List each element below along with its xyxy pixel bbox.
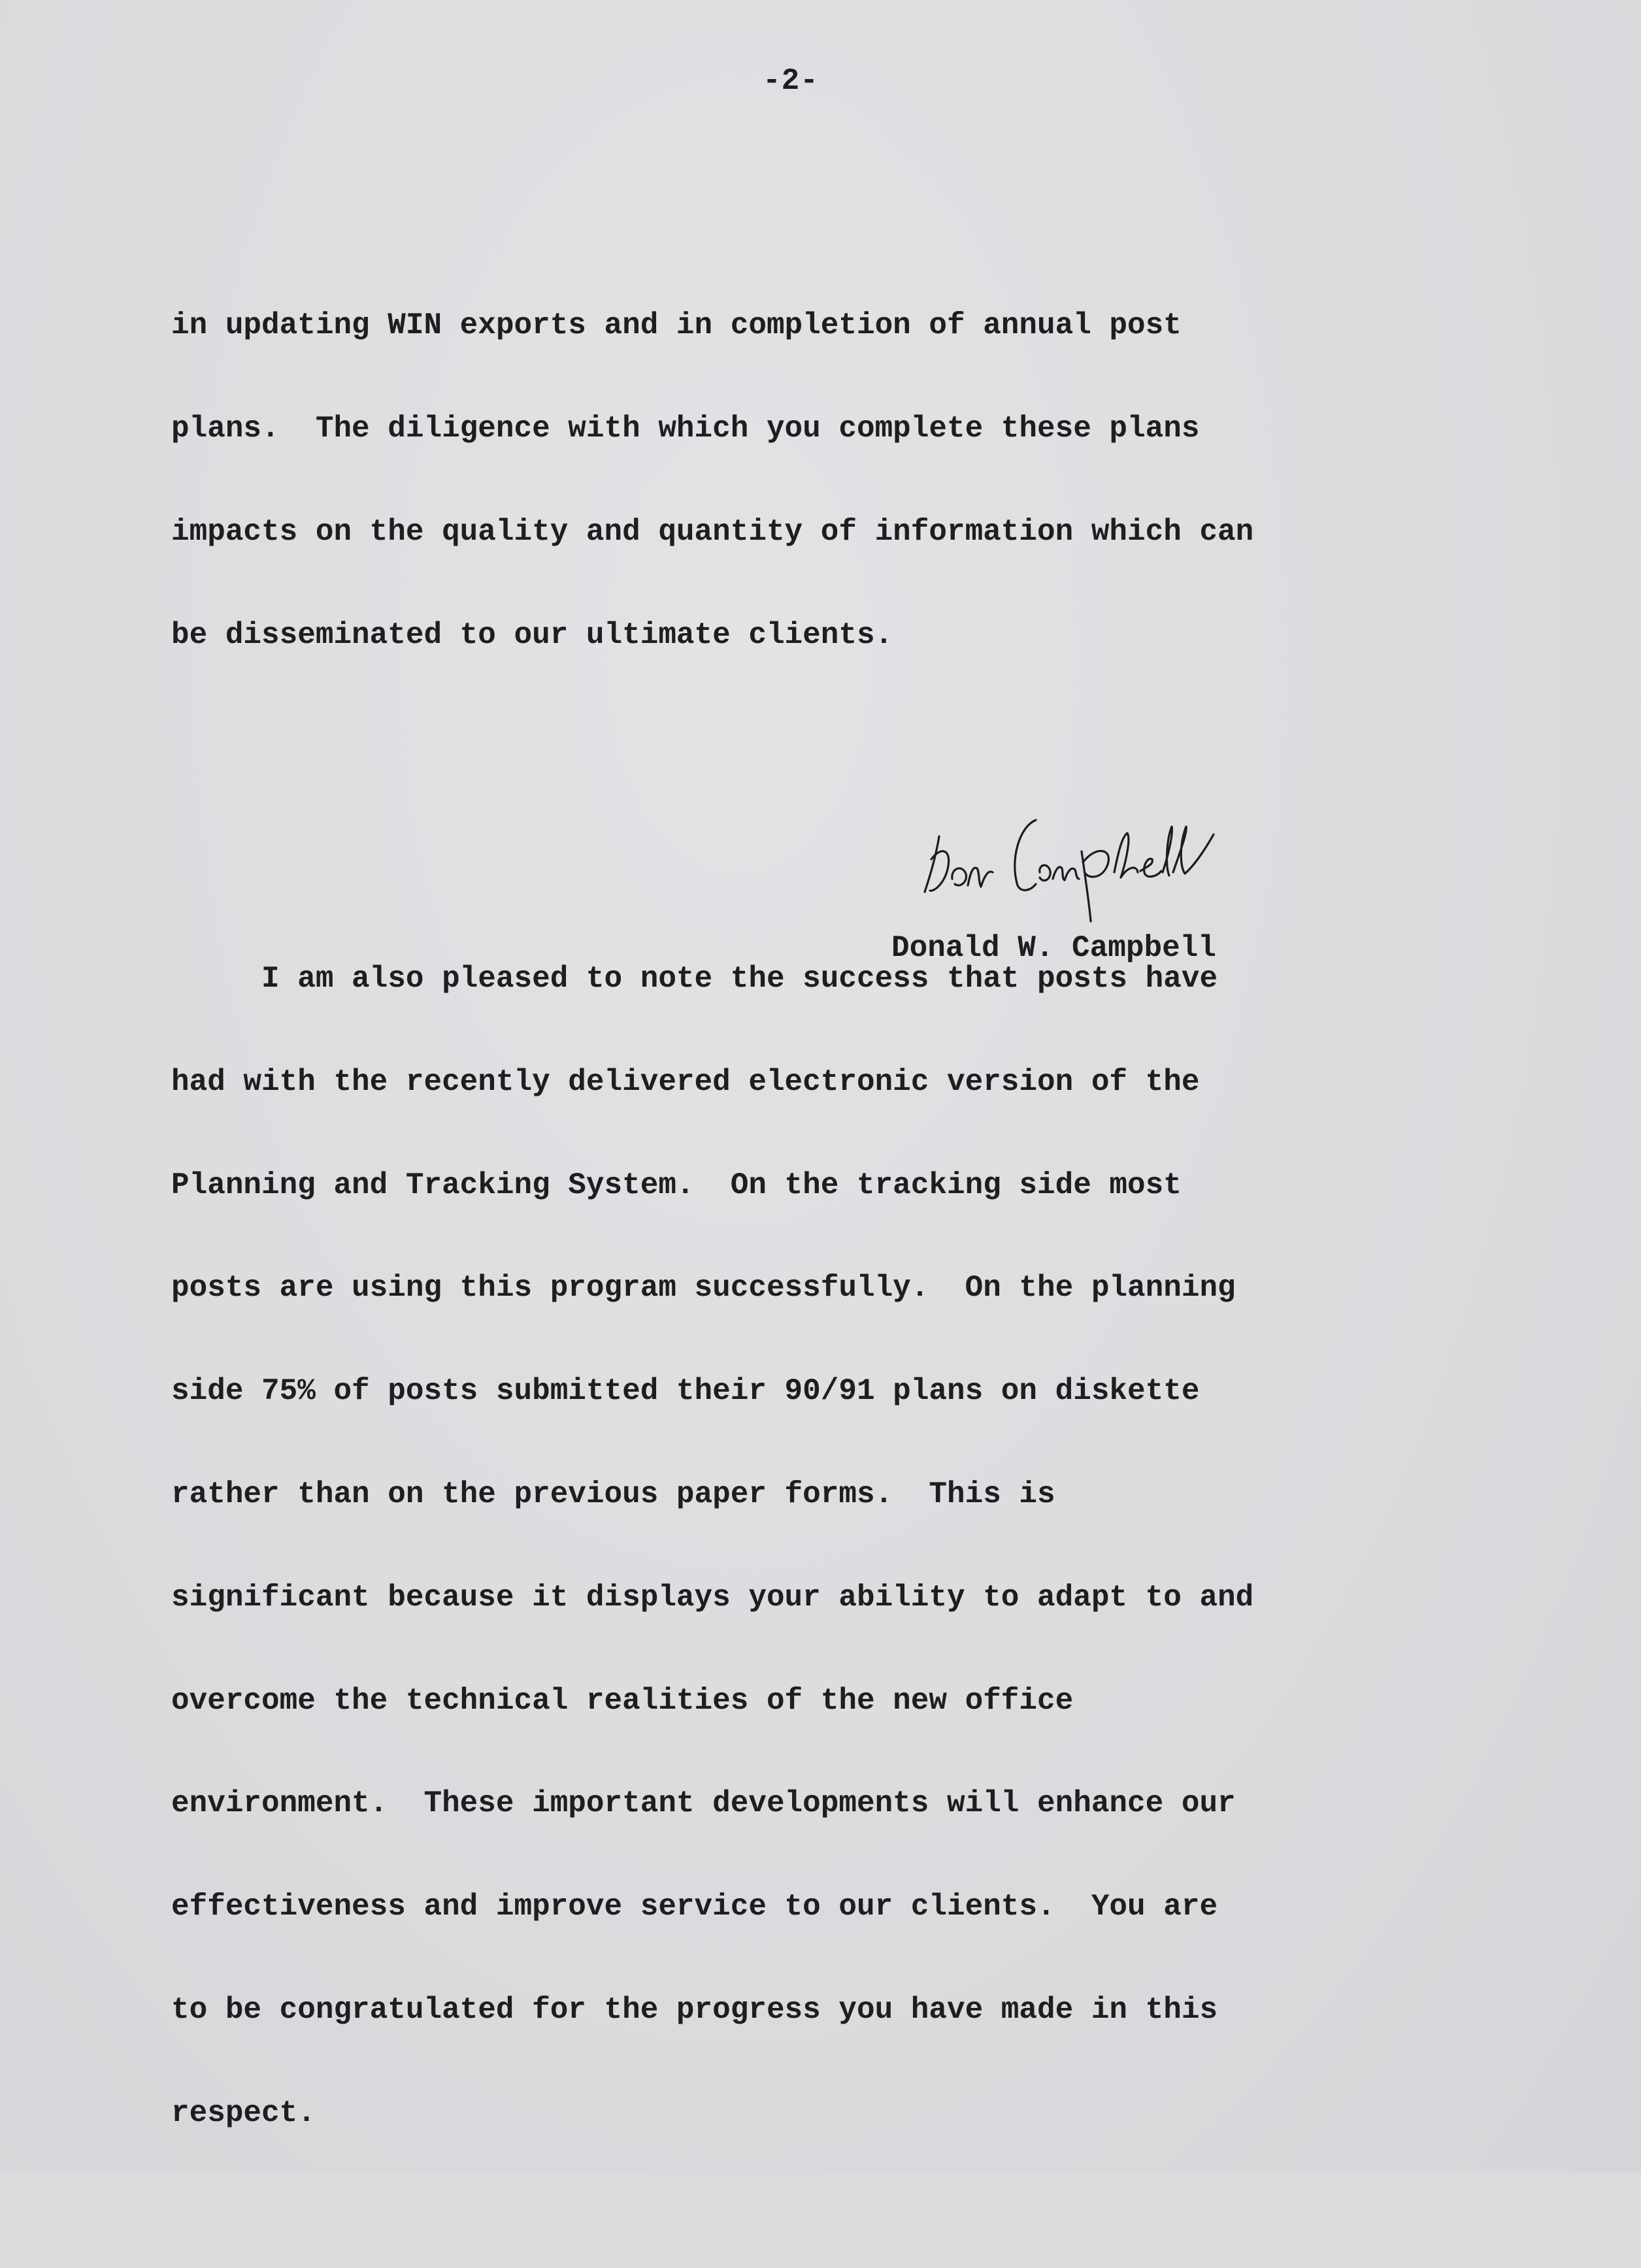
text-line: overcome the technical realities of the new office	[171, 1683, 1074, 1718]
text-line: effectiveness and improve service to our clients. You are	[171, 1890, 1218, 1924]
text-line: I am also pleased to note the success that posts have	[171, 962, 1218, 996]
paragraph-spacer	[171, 790, 1609, 825]
text-line: significant because it displays your ability to adapt to and	[171, 1580, 1254, 1615]
text-line: Planning and Tracking System. On the tracking side most	[171, 1168, 1182, 1202]
text-line: in updating WIN exports and in completion of annual post	[171, 308, 1182, 343]
paragraph-2	[171, 893, 1609, 2199]
paragraph-1	[171, 240, 1609, 721]
letter-body	[171, 171, 1609, 2268]
text-line: be disseminated to our ultimate clients.	[171, 617, 893, 652]
signer-name: Donald W. Campbell	[891, 931, 1216, 965]
text-line: environment. These important developments will enhance our	[171, 1786, 1236, 1821]
text-line: had with the recently delivered electronic version of the	[171, 1064, 1200, 1099]
text-line: to be congratulated for the progress you have made in this	[171, 1992, 1218, 2027]
page-number: -2-	[763, 64, 819, 98]
text-line: side 75% of posts submitted their 90/91 plans on diskette	[171, 1374, 1200, 1409]
text-line: impacts on the quality and quantity of information which can	[171, 514, 1254, 549]
text-line: respect.	[171, 2095, 316, 2130]
text-line: plans. The diligence with which you complete these plans	[171, 412, 1200, 446]
handwritten-signature-icon	[905, 781, 1284, 931]
text-line: rather than on the previous paper forms. This is	[171, 1477, 1055, 1511]
text-line: posts are using this program successfully. On the planning	[171, 1271, 1236, 1306]
